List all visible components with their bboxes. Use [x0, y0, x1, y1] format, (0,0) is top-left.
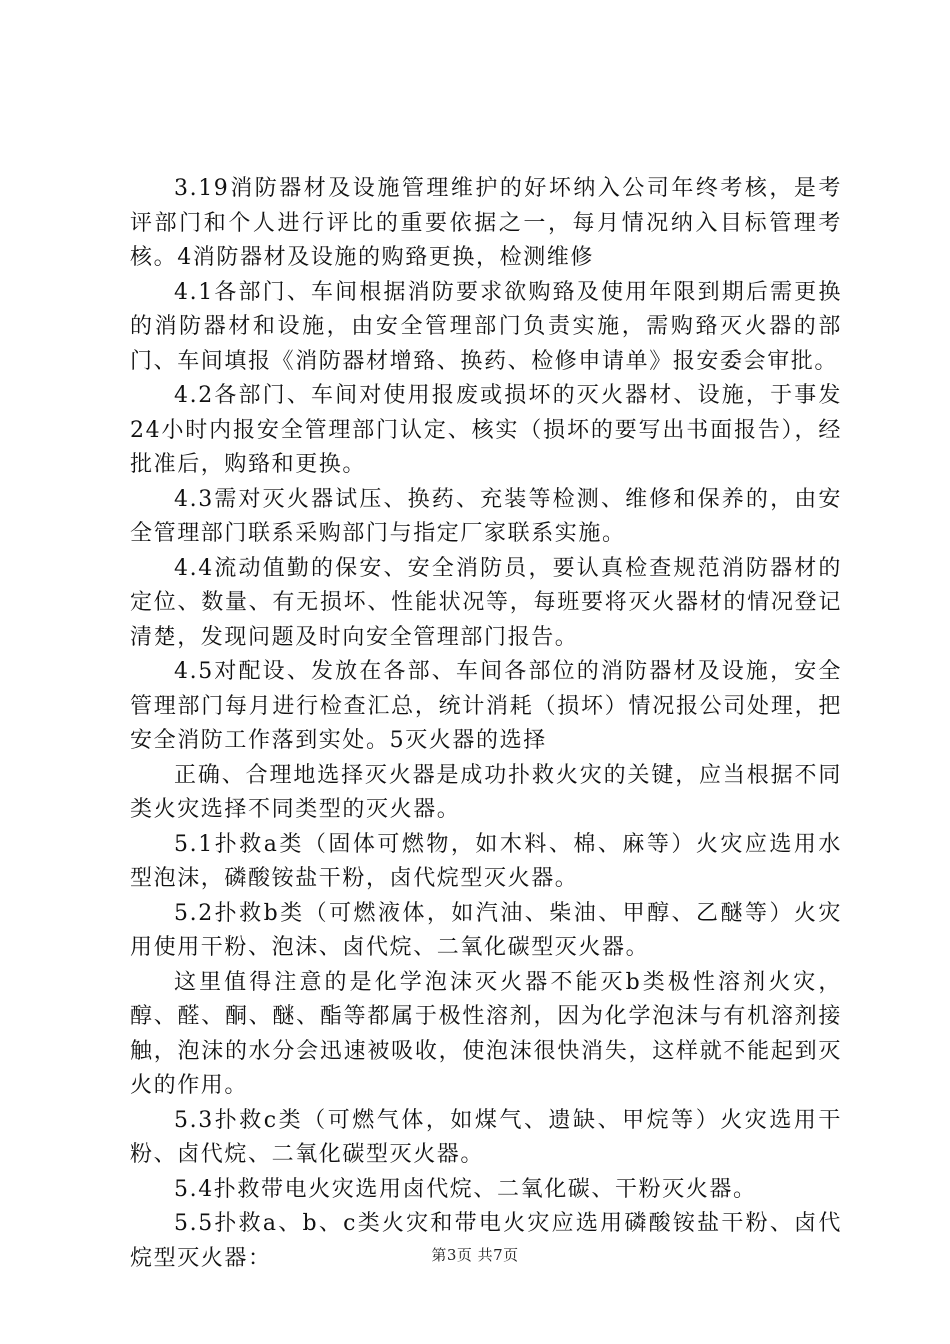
paragraph-4-2: 4.2各部门、车间对使用报废或损坏的灭火器材、设施，于事发24小时内报安全管理部门认定、核实（损坏的要写出书面报告），经批准后，购臵和更换。 [130, 383, 842, 477]
paragraph-5-2-note: 这里值得注意的是化学泡沫灭火器不能灭b类极性溶剂火灾，醇、醛、酮、醚、酯等都属于极性溶剂，因为化学泡沫与有机溶剂接触，泡沫的水分会迅速被吸收，使泡沫很快消失，这样就不能起到灭火的作用。 [130, 969, 842, 1098]
paragraph-4-1: 4.1各部门、车间根据消防要求欲购臵及使用年限到期后需更换的消防器材和设施，由安全管理部门负责实施，需购臵灭火器的部门、车间填报《消防器材增臵、换药、检修申请单》报安委会审批。 [130, 279, 842, 374]
paragraph-5-5: 5.5扑救a、b、c类火灾和带电火灾应选用磷酸铵盐干粉、卤代烷型灭火器： [130, 1211, 842, 1271]
paragraph-5-3: 5.3扑救c类（可燃气体，如煤气、遗缺、甲烷等）火灾选用干粉、卤代烷、二氧化碳型灭火器。 [130, 1107, 842, 1167]
paragraph-5-1: 5.1扑救a类（固体可燃物，如木料、棉、麻等）火灾应选用水型泡沫，磷酸铵盐干粉，卤代烷型灭火器。 [130, 831, 842, 891]
page-footer: 第3页 共7页 [431, 1246, 519, 1264]
paragraph-4-5: 4.5对配设、发放在各部、车间各部位的消防器材及设施，安全管理部门每月进行检查汇总，统计消耗（损坏）情况报公司处理，把安全消防工作落到实处。5灭火器的选择 [130, 659, 842, 753]
document-body [130, 172, 842, 1276]
paragraph-5-intro: 正确、合理地选择灭火器是成功扑救火灾的关键，应当根据不同类火灾选择不同类型的灭火器。 [130, 762, 842, 822]
paragraph-5-2: 5.2扑救b类（可燃液体，如汽油、柴油、甲醇、乙醚等）火灾用使用干粉、泡沫、卤代烷、二氧化碳型灭火器。 [130, 900, 842, 960]
paragraph-4-4: 4.4流动值勤的保安、安全消防员，要认真检查规范消防器材的定位、数量、有无损坏、性能状况等，每班要将灭火器材的情况登记清楚，发现问题及时向安全管理部门报告。 [130, 555, 842, 650]
paragraph-4-3: 4.3需对灭火器试压、换药、充装等检测、维修和保养的，由安全管理部门联系采购部门与指定厂家联系实施。 [130, 486, 842, 546]
paragraph-3-19: 3.19消防器材及设施管理维护的好坏纳入公司年终考核，是考评部门和个人进行评比的重要依据之一，每月情况纳入目标管理考核。4消防器材及设施的购臵更换，检测维修 [130, 176, 842, 270]
paragraph-5-4: 5.4扑救带电火灾选用卤代烷、二氧化碳、干粉灭火器。 [174, 1176, 757, 1202]
